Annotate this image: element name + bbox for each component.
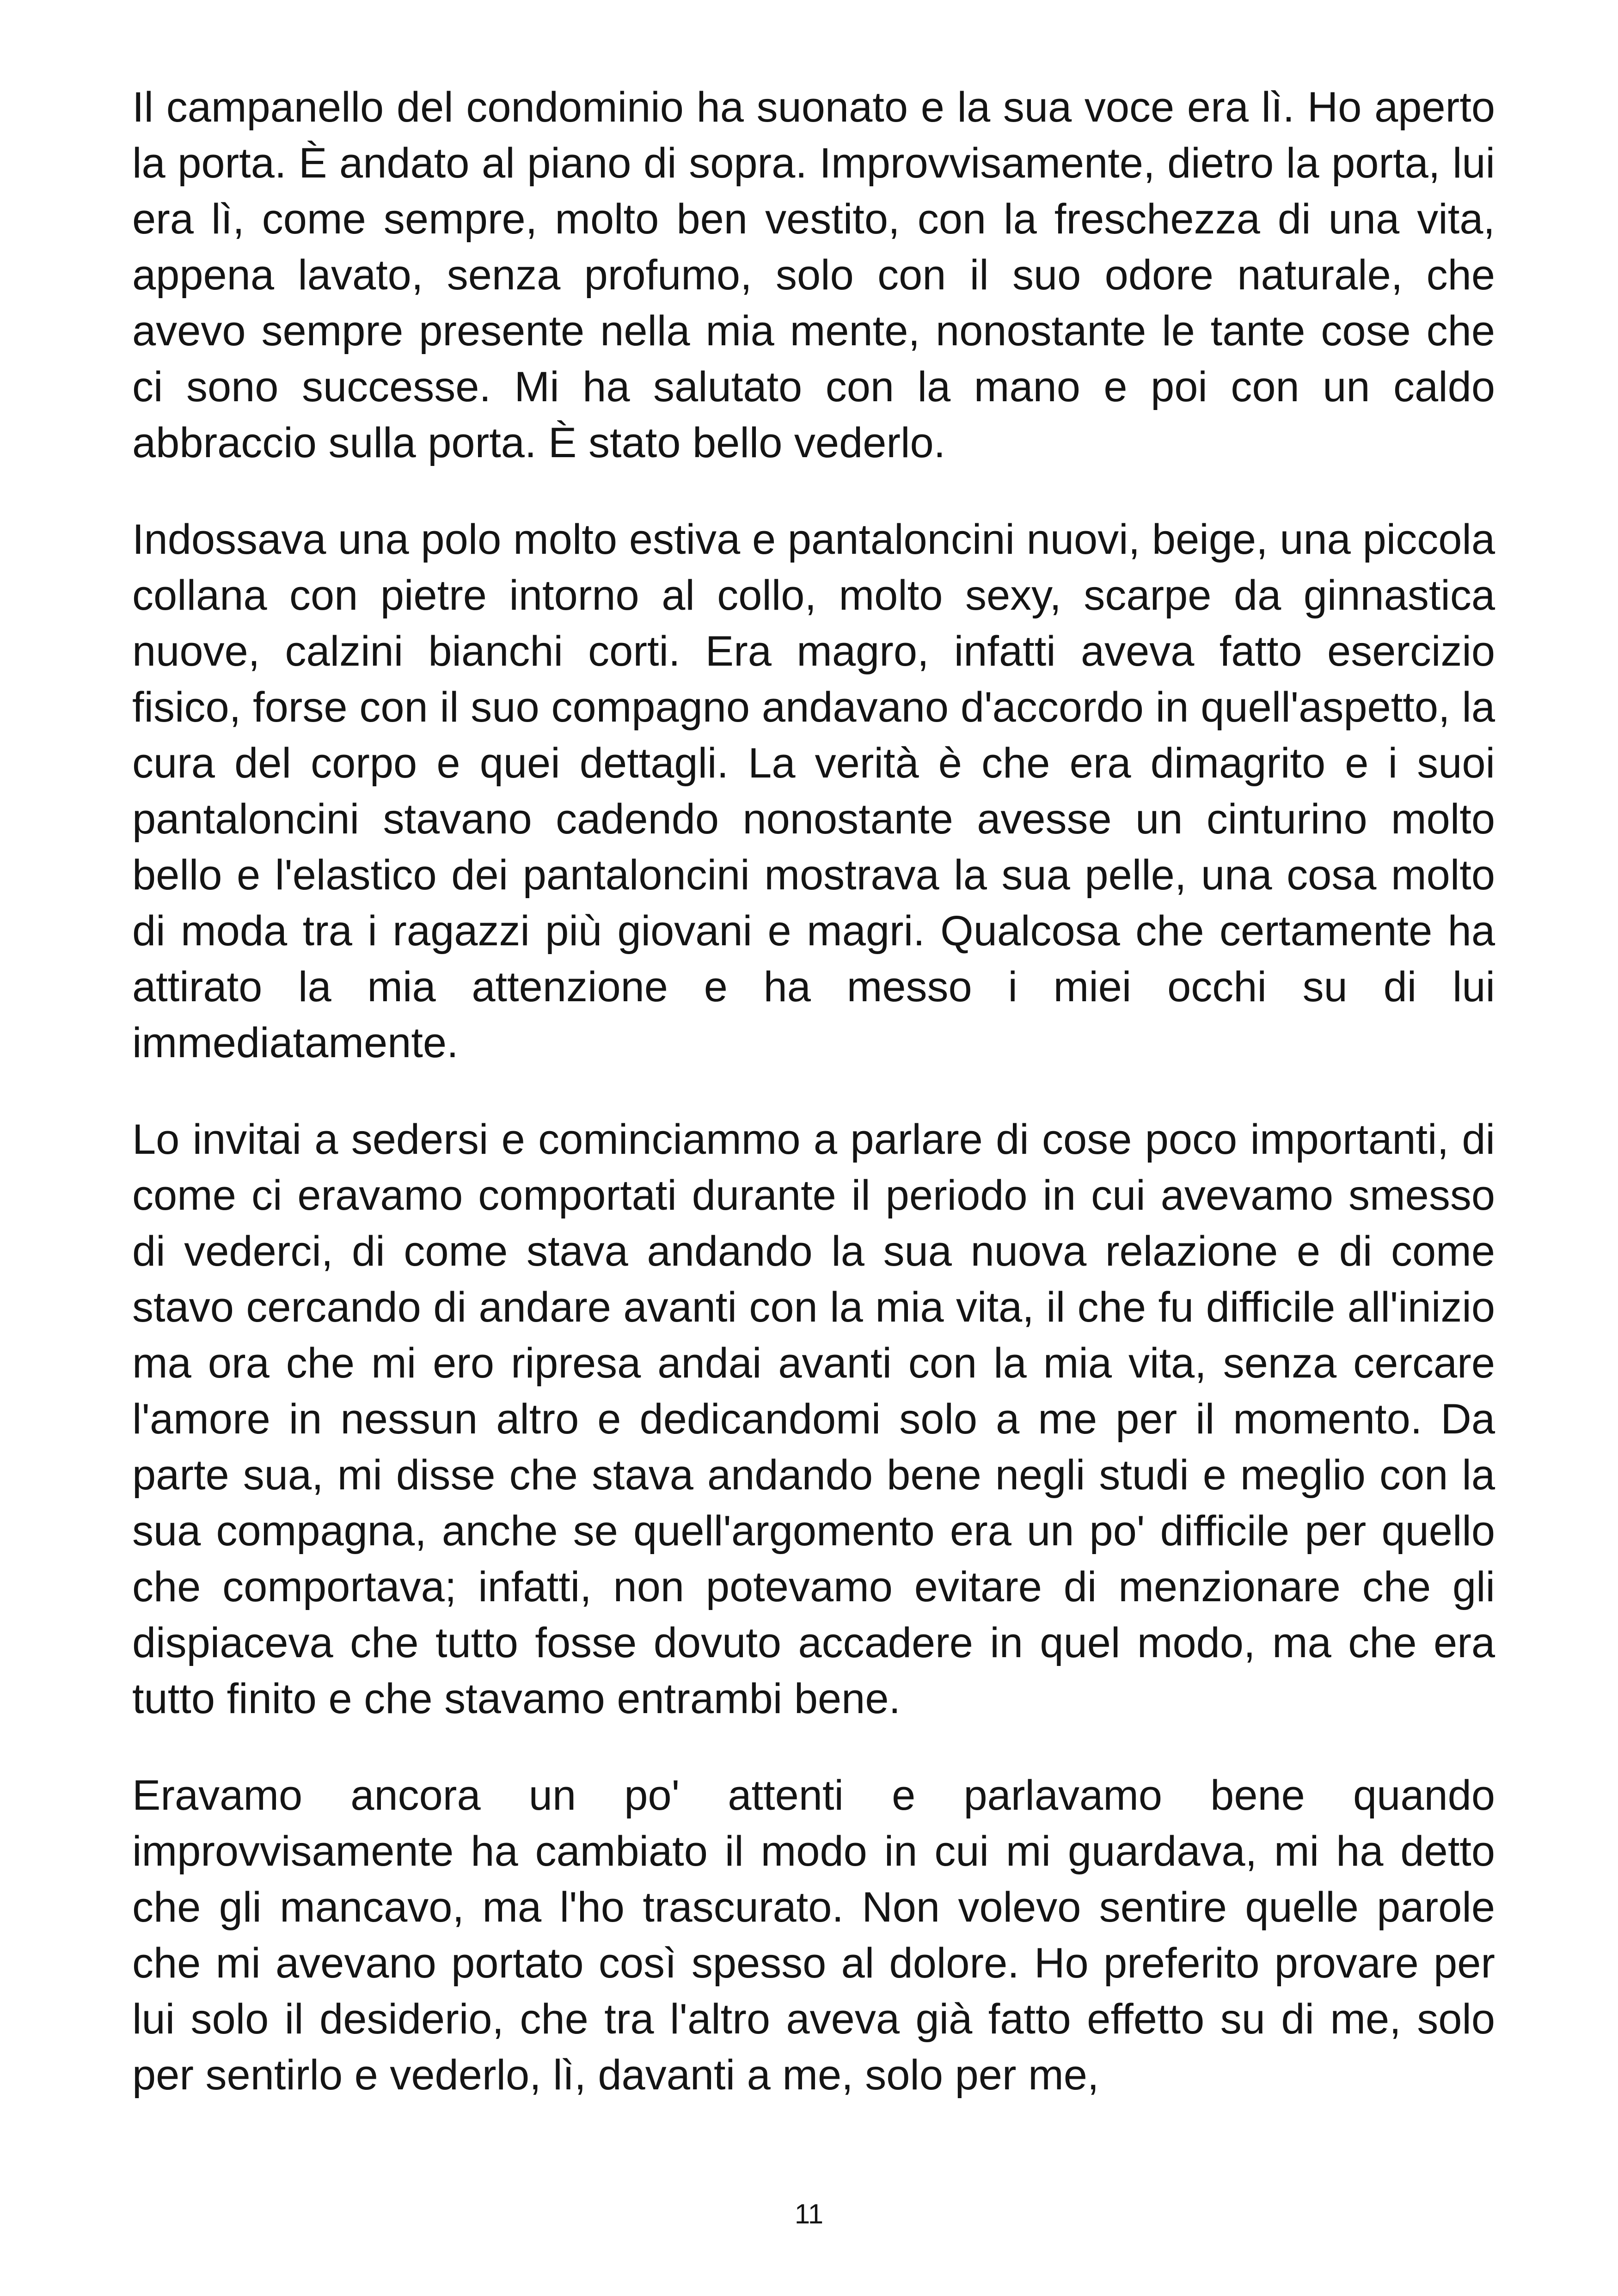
paragraph-2: Indossava una polo molto estiva e pantaloncini nuovi, beige, una piccola collana con pietre intorno al collo, molto sexy, scarpe da ginnastica nuove, calzini bianchi corti. Era magro, infatti aveva fatto esercizio fisico, forse con il suo compagno andavano d'accordo in quell'aspetto, la cura del corpo e quei dettagli. La verità è che era dimagrito e i suoi pantaloncini stavano cadendo nonostante avesse un cinturino molto bello e l'elastico dei pantaloncini mostrava la sua pelle, una cosa molto di moda tra i ragazzi più giovani e magri. Qualcosa che certamente ha attirato la mia attenzione e ha messo i miei occhi su di lui immediatamente.: [132, 516, 1495, 1066]
paragraph-4: Eravamo ancora un po' attenti e parlavamo bene quando improvvisamente ha cambiato il modo in cui mi guardava, mi ha detto che gli mancavo, ma l'ho trascurato. Non volevo sentire quelle parole che mi avevano portato così spesso al dolore. Ho preferito provare per lui solo il desiderio, che tra l'altro aveva già fatto effetto su di me, solo per sentirlo e vederlo, lì, davanti a me, solo per me,: [132, 1772, 1495, 2099]
page-number: 11: [794, 2198, 824, 2229]
body-text: [132, 80, 1495, 2144]
paragraph-3: Lo invitai a sedersi e cominciammo a parlare di cose poco importanti, di come ci eravamo comportati durante il periodo in cui avevamo smesso di vederci, di come stava andando la sua nuova relazione e di come stavo cercando di andare avanti con la mia vita, il che fu difficile all'inizio ma ora che mi ero ripresa andai avanti con la mia vita, senza cercare l'amore in nessun altro e dedicandomi solo a me per il momento. Da parte sua, mi disse che stava andando bene negli studi e meglio con la sua compagna, anche se quell'argomento era un po' difficile per quello che comportava; infatti, non potevamo evitare di menzionare che gli dispiaceva che tutto fosse dovuto accadere in quel modo, ma che era tutto finito e che stavamo entrambi bene.: [132, 1116, 1495, 1722]
paragraph-1: Il campanello del condominio ha suonato e la sua voce era lì. Ho aperto la porta. È andato al piano di sopra. Improvvisamente, dietro la porta, lui era lì, come sempre, molto ben vestito, con la freschezza di una vita, appena lavato, senza profumo, solo con il suo odore naturale, che avevo sempre presente nella mia mente, nonostante le tante cose che ci sono successe. Mi ha salutato con la mano e poi con un caldo abbraccio sulla porta. È stato bello vederlo.: [132, 84, 1495, 466]
